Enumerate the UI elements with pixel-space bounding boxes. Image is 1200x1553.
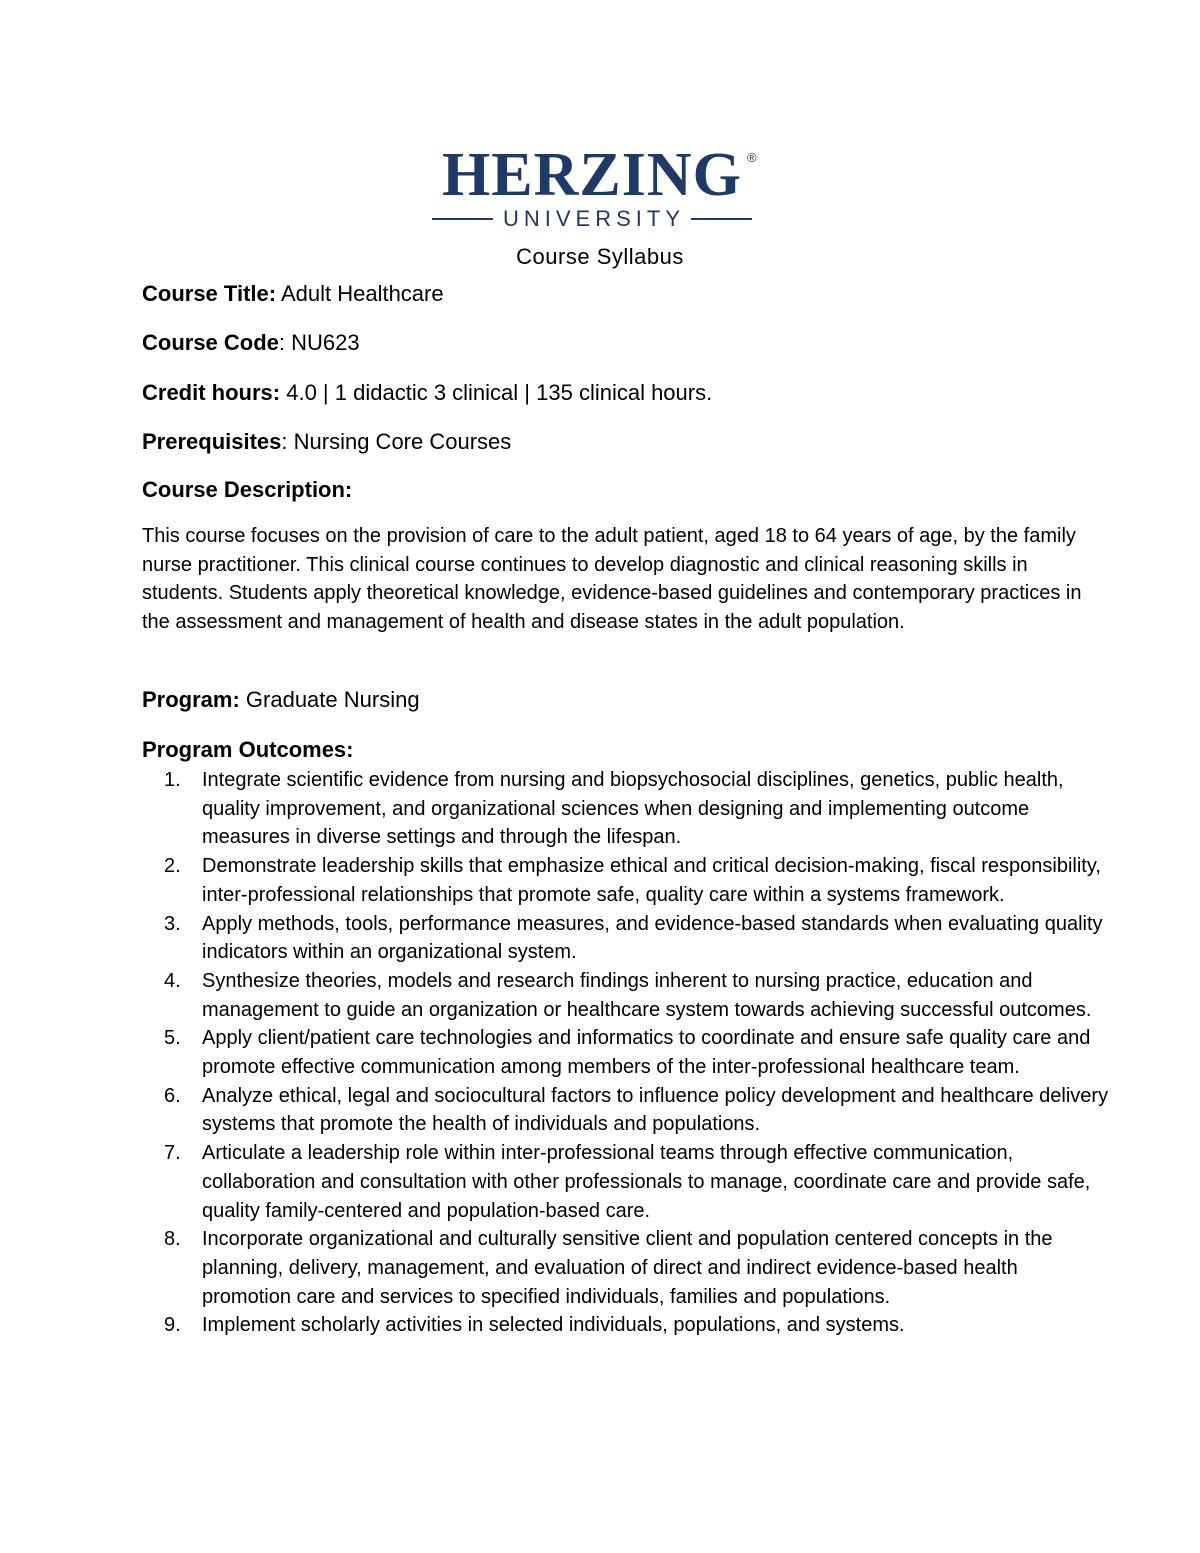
course-code-field [142,328,360,358]
list-item [142,766,1112,852]
prerequisites-value: : Nursing Core Courses [281,429,512,454]
herzing-university-logo [432,141,768,234]
program-label: Program: [142,687,240,712]
list-item-number: 8. [164,1228,181,1251]
list-item-text: Synthesize theories, models and research findings inherent to nursing practice, education and management to guide an organization or healthcare system towards achieving successful outcomes. [202,969,1092,1021]
list-item-number: 6. [164,1084,181,1107]
logo-subtitle: UNIVERSITY [502,206,686,231]
list-item [142,1082,1112,1139]
program-outcomes-label: Program Outcomes: [142,737,354,762]
list-item [142,852,1112,909]
course-description-label: Course Description: [142,477,353,502]
list-item [142,1139,1112,1225]
course-description-text: This course focuses on the provision of care to the adult patient, aged 18 to 64 years of age, by the family nurse practitioner. This clinical course continues to develop diagnostic and clinical reasoning skills in students. Students apply theoretical knowledge, evidence-based guidelines and contemporary practices in the assessment and management of health and disease states in the adult population. [142,525,1082,634]
course-code-label: Course Code [142,330,279,355]
list-item-text: Apply client/patient care technologies and informatics to coordinate and ensure safe quality care and promote effective communication among members of the inter-professional healthcare team. [202,1027,1091,1079]
document-title: Course Syllabus [516,244,684,269]
credit-hours-field [142,378,712,408]
list-item-text: Demonstrate leadership skills that emphasize ethical and critical decision-making, fiscal responsibility, inter-professional relationships that promote safe, quality care within a systems framework. [202,855,1101,906]
list-item [142,967,1112,1024]
logo-rule-right [691,218,752,220]
prerequisites-field [142,427,511,457]
list-item-number: 3. [164,912,181,935]
list-item-text: Integrate scientific evidence from nursing and biopsychosocial disciplines, genetics, public health, quality improvement, and organizational sciences when designing and implementing outcome measures in diverse settings and through the lifespan. [202,769,1064,849]
list-item [142,1225,1112,1311]
course-title-field [142,279,444,309]
list-item-text: Articulate a leadership role within inter-professional teams through effective communication, collaboration and consultation with other professionals to manage, coordinate care and provide safe, quality family-centered and population-based care. [202,1142,1091,1222]
program-field [142,685,420,715]
list-item-number: 1. [164,769,181,791]
credit-hours-value: 4.0 | 1 didactic 3 clinical | 135 clinical hours. [280,380,713,405]
logo-rule-left [432,218,493,220]
logo-wordmark: HERZING [442,141,742,209]
list-item [142,910,1112,967]
program-outcomes-list [142,766,1112,1340]
list-item-text: Analyze ethical, legal and sociocultural factors to influence policy development and healthcare delivery systems that promote the health of individuals and populations. [202,1084,1109,1136]
list-item-text: Implement scholarly activities in selected individuals, populations, and systems. [202,1314,905,1337]
list-item-text: Apply methods, tools, performance measures, and evidence-based standards when evaluating quality indicators within an organizational system. [202,912,1103,964]
program-value: Graduate Nursing [239,687,420,712]
course-description-heading [142,475,352,505]
credit-hours-label: Credit hours: [142,380,281,405]
list-item-number: 5. [164,1027,181,1050]
logo-registered-mark: ® [747,150,757,165]
logo-subtitle-row [432,204,752,234]
prerequisites-label: Prerequisites [142,429,282,454]
course-code-value: : NU623 [278,330,360,355]
list-item [142,1024,1112,1081]
list-item [142,1311,1112,1340]
list-item-text: Incorporate organizational and culturally sensitive client and population centered concepts in the planning, delivery, management, and evaluation of direct and indirect evidence-based health promotion care and services to specified individuals, families and populations. [202,1228,1053,1308]
program-outcomes-heading [142,735,354,765]
list-item-number: 4. [164,969,181,992]
course-title-label: Course Title: [142,281,277,306]
list-item-number: 9. [164,1314,181,1337]
list-item-number: 7. [164,1142,181,1165]
course-title-value: Adult Healthcare [276,281,444,306]
list-item-number: 2. [164,855,181,878]
